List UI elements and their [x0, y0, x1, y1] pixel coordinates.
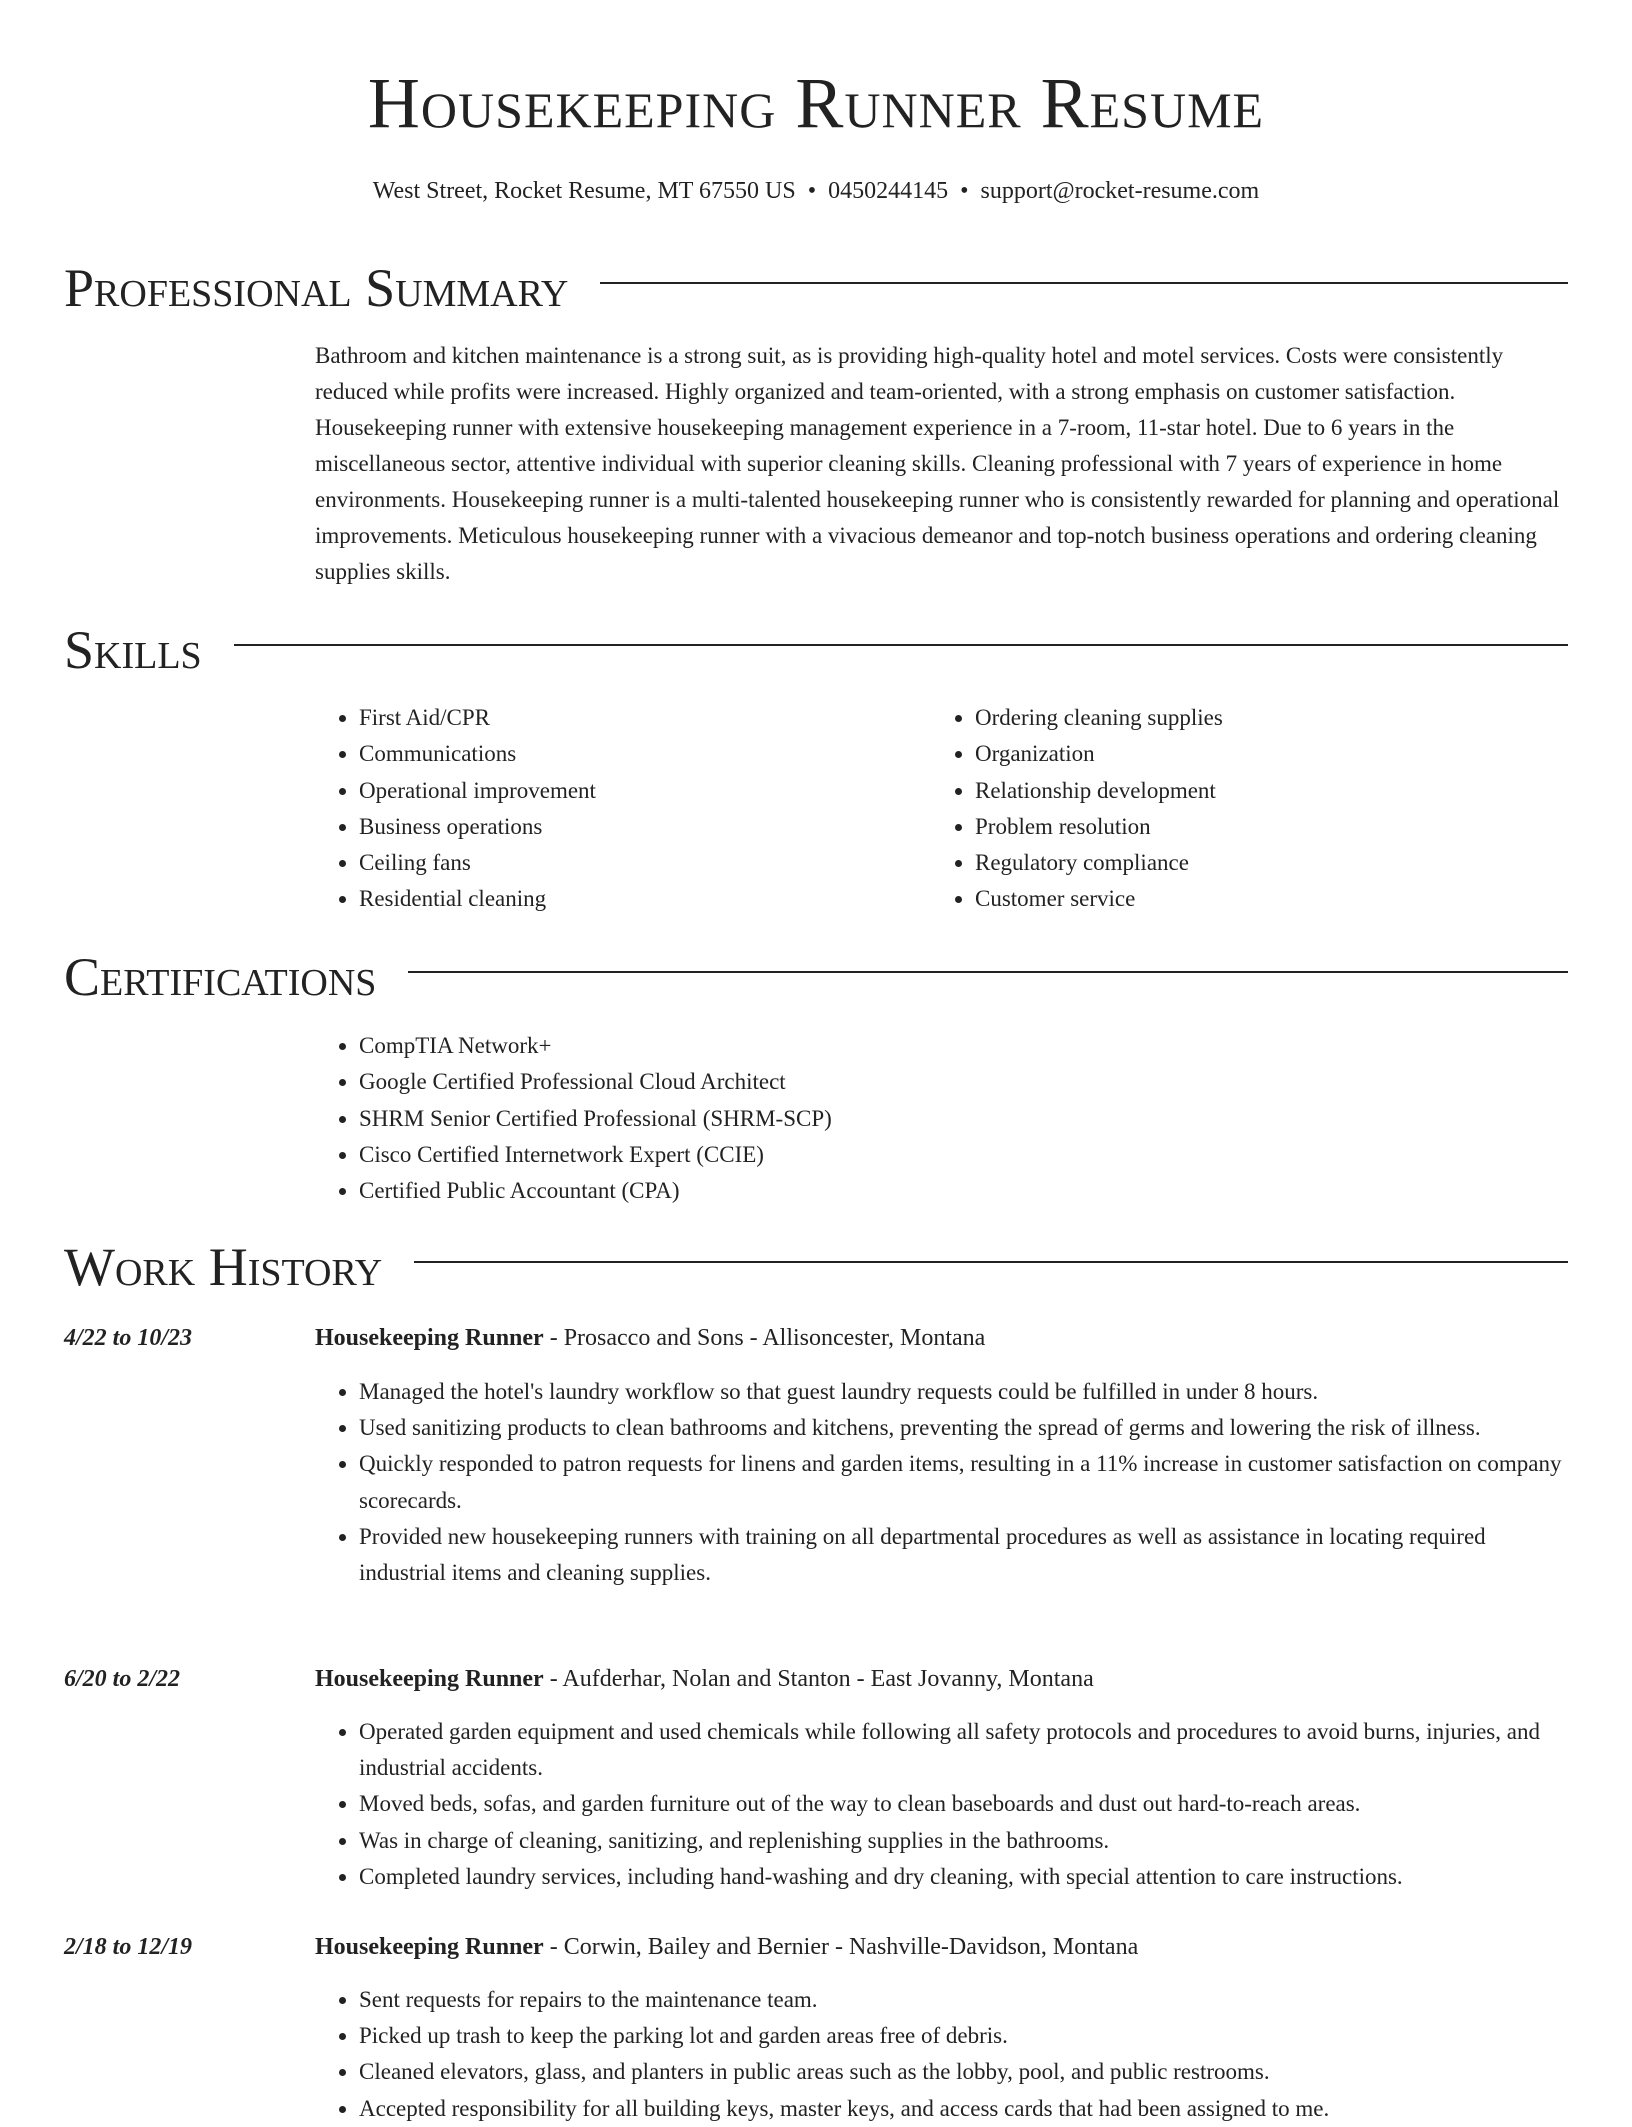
- list-item: • Relationship development: [975, 773, 1531, 809]
- job-dates: 6/20 to 2/22: [64, 1666, 181, 1692]
- list-item: • Cisco Certified Internetwork Expert (CCIE): [359, 1137, 1215, 1173]
- list-item: • Regulatory compliance: [975, 845, 1531, 881]
- list-item: • Provided new housekeeping runners with training on all departmental procedures as well as assistance in locating required industrial items and cleaning supplies.: [359, 1519, 1570, 1591]
- job-employer: - Prosacco and Sons - Allisoncester, Montana: [543, 1325, 986, 1351]
- section-divider: [408, 971, 1568, 973]
- list-item: • Used sanitizing products to clean bathrooms and kitchens, preventing the spread of germs and lowering the risk of illness.: [359, 1410, 1570, 1446]
- job-bullets: [315, 1374, 1570, 1591]
- contact-separator: •: [960, 178, 969, 204]
- list-item: • Google Certified Professional Cloud Architect: [359, 1064, 1215, 1100]
- section-divider: [414, 1261, 1568, 1263]
- contact-address: West Street, Rocket Resume, MT 67550 US: [372, 178, 796, 204]
- list-item: • Ceiling fans: [359, 845, 915, 881]
- list-item: • Sent requests for repairs to the maintenance team.: [359, 1982, 1570, 2018]
- list-item: • Communications: [359, 736, 915, 772]
- list-item: • Ordering cleaning supplies: [975, 700, 1531, 736]
- job-bullets: [315, 1982, 1570, 2127]
- job-dates: 4/22 to 10/23: [64, 1325, 193, 1351]
- list-item: • Cleaned elevators, glass, and planters in public areas such as the lobby, pool, and public restrooms.: [359, 2054, 1570, 2090]
- certifications-list: [315, 1028, 1215, 1209]
- list-item: • Managed the hotel's laundry workflow so that guest laundry requests could be fulfilled in under 8 hours.: [359, 1374, 1570, 1410]
- contact-line: [0, 173, 1632, 209]
- section-summary-heading: [64, 253, 1568, 323]
- list-item: • SHRM Senior Certified Professional (SHRM-SCP): [359, 1101, 1215, 1137]
- contact-separator: •: [807, 178, 817, 204]
- section-title: Certifications: [64, 947, 377, 1007]
- skills-column-left: [315, 700, 915, 918]
- job-role: Housekeeping Runner: [315, 1325, 544, 1351]
- job-employer: - Aufderhar, Nolan and Stanton - East Jovanny, Montana: [543, 1666, 1094, 1692]
- section-title: Professional Summary: [64, 258, 569, 318]
- section-work-heading: [64, 1232, 1568, 1302]
- list-item: • Completed laundry services, including hand-washing and dry cleaning, with special attention to care instructions.: [359, 1859, 1570, 1895]
- job-heading: [315, 1320, 1570, 1356]
- job-role: Housekeeping Runner: [315, 1666, 544, 1692]
- job-bullets: [315, 1714, 1570, 1895]
- summary-text: Bathroom and kitchen maintenance is a strong suit, as is providing high-quality hotel and motel services. Costs were consistently reduced while profits were increased. Highly organized and team-oriented, with a strong emphasis on customer satisfaction. Housekeeping runner with extensive housekeeping management experience in a 7-room, 11-star hotel. Due to 6 years in the miscellaneous sector, attentive individual with superior cleaning skills. Cleaning professional with 7 years of experience in home environments. Housekeeping runner is a multi-talented housekeeping runner who is consistently rewarded for planning and operational improvements. Meticulous housekeeping runner with a vivacious demeanor and top-notch business operations and ordering cleaning supplies skills.: [315, 343, 1560, 584]
- list-item: • Organization: [975, 736, 1531, 772]
- section-certifications-heading: [64, 942, 1568, 1012]
- job-employer: - Corwin, Bailey and Bernier - Nashville-Davidson, Montana: [543, 1934, 1139, 1960]
- contact-email: support@rocket-resume.com: [980, 178, 1260, 204]
- contact-phone: 0450244145: [828, 178, 949, 204]
- section-title: Skills: [64, 620, 202, 680]
- list-item: • Was in charge of cleaning, sanitizing, and replenishing supplies in the bathrooms.: [359, 1823, 1570, 1859]
- skills-column-right: [931, 700, 1531, 918]
- list-item: • First Aid/CPR: [359, 700, 915, 736]
- section-divider: [600, 282, 1568, 284]
- list-item: • Residential cleaning: [359, 881, 915, 917]
- list-item: • Operated garden equipment and used chemicals while following all safety protocols and procedures to avoid burns, injuries, and industrial accidents.: [359, 1714, 1570, 1786]
- list-item: • Quickly responded to patron requests for linens and garden items, resulting in a 11% increase in customer satisfaction on company scorecards.: [359, 1446, 1570, 1518]
- list-item: • Certified Public Accountant (CPA): [359, 1173, 1215, 1209]
- list-item: • Moved beds, sofas, and garden furniture out of the way to clean baseboards and dust out hard-to-reach areas.: [359, 1786, 1570, 1822]
- list-item: • Customer service: [975, 881, 1531, 917]
- page-title: Housekeeping Runner Resume: [367, 63, 1265, 143]
- job-dates: 2/18 to 12/19: [64, 1934, 193, 1960]
- list-item: • Problem resolution: [975, 809, 1531, 845]
- section-title: Work History: [64, 1237, 383, 1297]
- list-item: • Business operations: [359, 809, 915, 845]
- list-item: • Operational improvement: [359, 773, 915, 809]
- section-skills-heading: [64, 615, 1568, 685]
- list-item: • Picked up trash to keep the parking lot and garden areas free of debris.: [359, 2018, 1570, 2054]
- job-role: Housekeeping Runner: [315, 1934, 544, 1960]
- job-heading: [315, 1661, 1570, 1697]
- job-heading: [315, 1929, 1570, 1965]
- list-item: • Accepted responsibility for all building keys, master keys, and access cards that had been assigned to me.: [359, 2091, 1570, 2127]
- section-divider: [234, 644, 1568, 646]
- list-item: • CompTIA Network+: [359, 1028, 1215, 1064]
